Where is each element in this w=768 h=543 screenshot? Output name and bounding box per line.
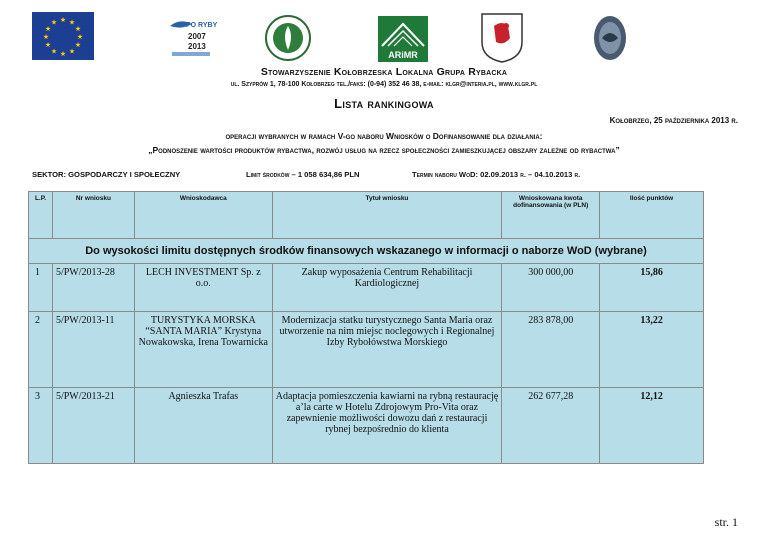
cell-amount: 300 000,00	[502, 264, 600, 312]
svg-text:PO RYBY: PO RYBY	[186, 22, 218, 29]
svg-text:ARiMR: ARiMR	[388, 50, 418, 60]
header-points: Ilość punktów	[600, 192, 704, 239]
cell-lp: 3	[29, 388, 53, 464]
svg-text:★: ★	[44, 25, 52, 33]
fish-icon	[168, 18, 218, 60]
table-row	[29, 264, 704, 312]
coat-of-arms-griffin-logo	[480, 12, 524, 64]
term-label: Termin naboru WoD: 02.09.2013 r. – 04.10.2013 r.	[412, 170, 581, 179]
cell-nr: 5/PW/2013-28	[52, 264, 134, 312]
svg-text:★: ★	[59, 50, 67, 58]
cell-applicant: TURYSTYKA MORSKA “SANTA MARIA” Krystyna Nowakowska, Irena Towarnicka	[134, 312, 272, 388]
eu-flag-logo	[32, 12, 94, 60]
svg-text:★: ★	[68, 18, 76, 27]
table-row	[29, 312, 704, 388]
svg-text:2013: 2013	[188, 42, 206, 51]
cell-applicant: Agnieszka Trafas	[134, 388, 272, 464]
intro-line-2: „Podnoszenie wartości produktów rybactwa, rozwój usług na rzecz społeczności zamieszkującej obszary zależne od rybactwa”	[148, 145, 620, 155]
header-nr: Nr wniosku	[52, 192, 134, 239]
svg-text:★: ★	[42, 33, 50, 41]
page-number: str. 1	[714, 515, 738, 529]
cell-amount: 262 677,28	[502, 388, 600, 464]
svg-text:★: ★	[68, 47, 76, 56]
svg-text:★: ★	[44, 41, 52, 49]
cell-lp: 1	[29, 264, 53, 312]
document-title: Lista rankingowa	[334, 96, 434, 111]
limit-label: Limit środków – 1 058 634,86 PLN	[246, 170, 360, 179]
svg-text:2007: 2007	[188, 32, 206, 41]
cell-points: 13,22	[600, 312, 704, 388]
organization-name: Stowarzyszenie Kołobrzeska Lokalna Grupa Rybacka	[260, 66, 508, 78]
organization-address: ul. Szyprów 1, 78-100 Kołobrzeg tel./faks: (0-94) 352 46 38, e-mail: klgr@interia.pl, www.klgr.pl	[230, 81, 538, 88]
svg-text:★: ★	[74, 41, 82, 49]
cell-nr: 5/PW/2013-11	[52, 312, 134, 388]
cell-lp: 2	[29, 312, 53, 388]
svg-text:★: ★	[50, 18, 58, 27]
svg-text:★: ★	[76, 33, 84, 41]
header-applicant: Wnioskodawca	[134, 192, 272, 239]
logo-bar	[0, 12, 768, 68]
cell-title: Adaptacja pomieszczenia kawiarni na rybną restaurację a’la carte w Hotelu Zdrojowym Pro-Vita oraz zapewnienie możliwości dowozu dań z restauracji rybnej bezpośrednio do klienta	[272, 388, 502, 464]
cell-points: 12,12	[600, 388, 704, 464]
svg-text:★: ★	[74, 25, 82, 33]
svg-text:★: ★	[59, 16, 67, 24]
place-date: Kołobrzeg, 25 października 2013 r.	[609, 116, 738, 125]
svg-text:★: ★	[50, 47, 58, 56]
po-ryby-logo	[168, 18, 218, 60]
ranking-table	[28, 191, 704, 464]
table-header-row	[29, 192, 704, 239]
cell-nr: 5/PW/2013-21	[52, 388, 134, 464]
table-row	[29, 388, 704, 464]
cell-title: Modernizacja statku turystycznego Santa Maria oraz utworzenie na nim miejsc noclegowych i Regionalnej Izby Rybołówstwa Morskiego	[272, 312, 502, 388]
cell-amount: 283 878,00	[502, 312, 600, 388]
header-title: Tytuł wniosku	[272, 192, 502, 239]
sector-label: SEKTOR: GOSPODARCZY I SPOŁECZNY	[32, 170, 181, 179]
section-row	[29, 239, 704, 264]
cell-title: Zakup wyposażenia Centrum Rehabilitacji Kardiologicznej	[272, 264, 502, 312]
section-label: Do wysokości limitu dostępnych środków finansowych wskazanego w informacji o naborze WoD (wybrane)	[29, 239, 704, 264]
cell-applicant: LECH INVESTMENT Sp. z o.o.	[134, 264, 272, 312]
round-emblem-logo	[264, 14, 312, 62]
header-lp: L.P.	[29, 192, 53, 239]
lgr-round-logo	[592, 14, 628, 62]
arimr-logo	[378, 16, 428, 62]
cell-points: 15,86	[600, 264, 704, 312]
header-amount: Wnioskowana kwota dofinansowania (w PLN)	[502, 192, 600, 239]
intro-line-1: operacji wybranych w ramach V-go naboru Wniosków o Dofinansowanie dla działania:	[225, 131, 543, 141]
